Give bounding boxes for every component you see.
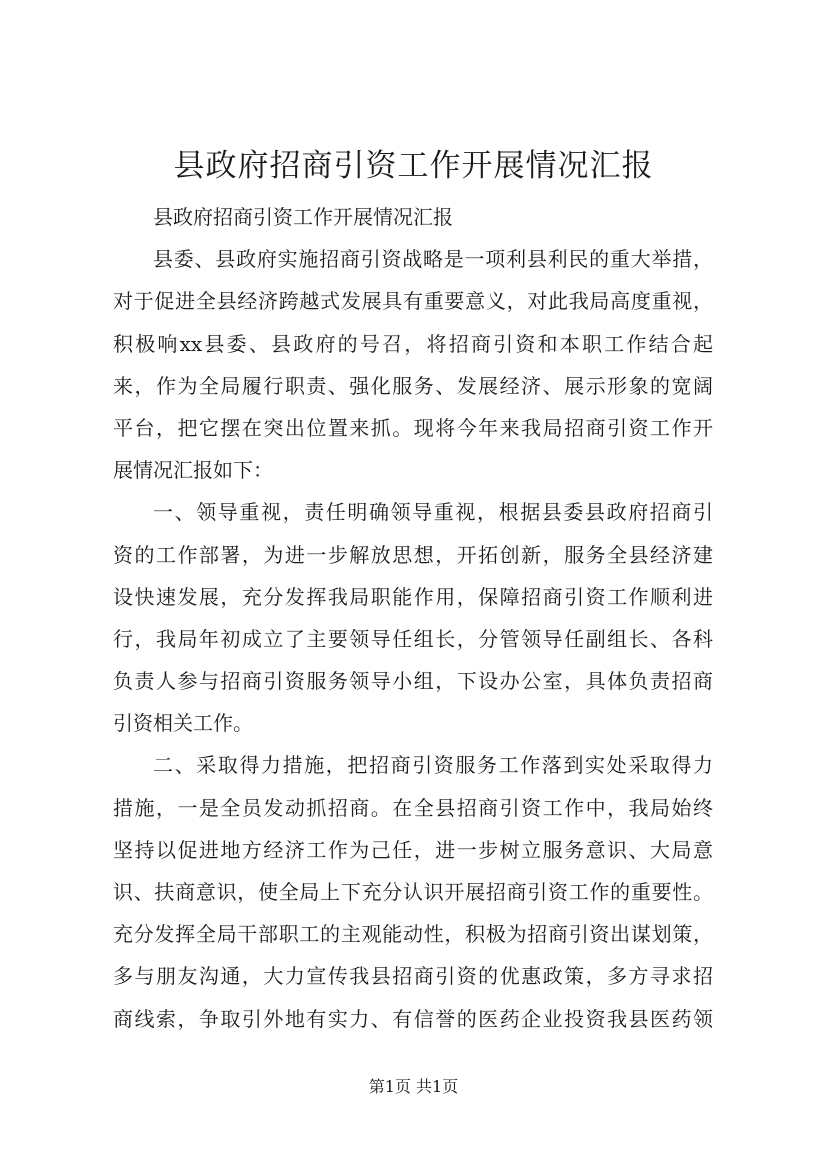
paragraph-line: 引资相关工作。 (113, 711, 253, 736)
paragraph-line: 县委、县政府实施招商引资战略是一项利县利民的重大举措， (153, 247, 713, 272)
paragraph-line: 来，作为全局履行职责、强化服务、发展经济、展示形象的宽阔 (113, 373, 713, 398)
paragraph-line: 充分发挥全局干部职工的主观能动性，积极为招商引资出谋划策， (113, 922, 713, 947)
paragraph (113, 238, 713, 491)
paragraph-line: 对于促进全县经济跨越式发展具有重要意义，对此我局高度重视， (113, 289, 713, 314)
paragraph-line: 一、领导重视，责任明确领导重视，根据县委县政府招商引 (153, 500, 713, 525)
paragraph (113, 744, 713, 1039)
document-body (113, 196, 713, 1040)
paragraph-line: 多与朋友沟通，大力宣传我县招商引资的优惠政策，多方寻求招 (113, 964, 713, 989)
paragraph-line: 资的工作部署，为进一步解放思想，开拓创新，服务全县经济建 (113, 542, 713, 567)
paragraph-line: 县政府招商引资工作开展情况汇报 (153, 205, 453, 229)
paragraph-line: 商线索，争取引外地有实力、有信誉的医药企业投资我县医药领 (113, 1006, 713, 1031)
paragraph-line: 二、采取得力措施，把招商引资服务工作落到实处采取得力 (153, 753, 713, 778)
document-title: 县政府招商引资工作开展情况汇报 (173, 148, 654, 184)
page-footer: 第1页 共1页 (368, 1077, 459, 1096)
paragraph-line: 设快速发展，充分发挥我局职能作用，保障招商引资工作顺利进 (113, 584, 713, 609)
paragraph-line: 平台，把它摆在突出位置来抓。现将今年来我局招商引资工作开 (113, 415, 713, 440)
paragraph-line: 坚持以促进地方经济工作为己任，进一步树立服务意识、大局意 (113, 837, 713, 862)
paragraph (113, 196, 713, 238)
paragraph-line: 识、扶商意识，使全局上下充分认识开展招商引资工作的重要性。 (113, 880, 713, 904)
paragraph-line: 行，我局年初成立了主要领导任组长，分管领导任副组长、各科 (113, 626, 713, 651)
paragraph-line: 展情况汇报如下： (113, 458, 273, 483)
paragraph-line: 措施，一是全员发动抓招商。在全县招商引资工作中，我局始终 (113, 795, 713, 820)
paragraph (113, 491, 713, 744)
paragraph-line: 积极响xx县委、县政府的号召，将招商引资和本职工作结合起 (113, 331, 713, 356)
paragraph-line: 负责人参与招商引资服务领导小组，下设办公室，具体负责招商 (113, 669, 713, 694)
